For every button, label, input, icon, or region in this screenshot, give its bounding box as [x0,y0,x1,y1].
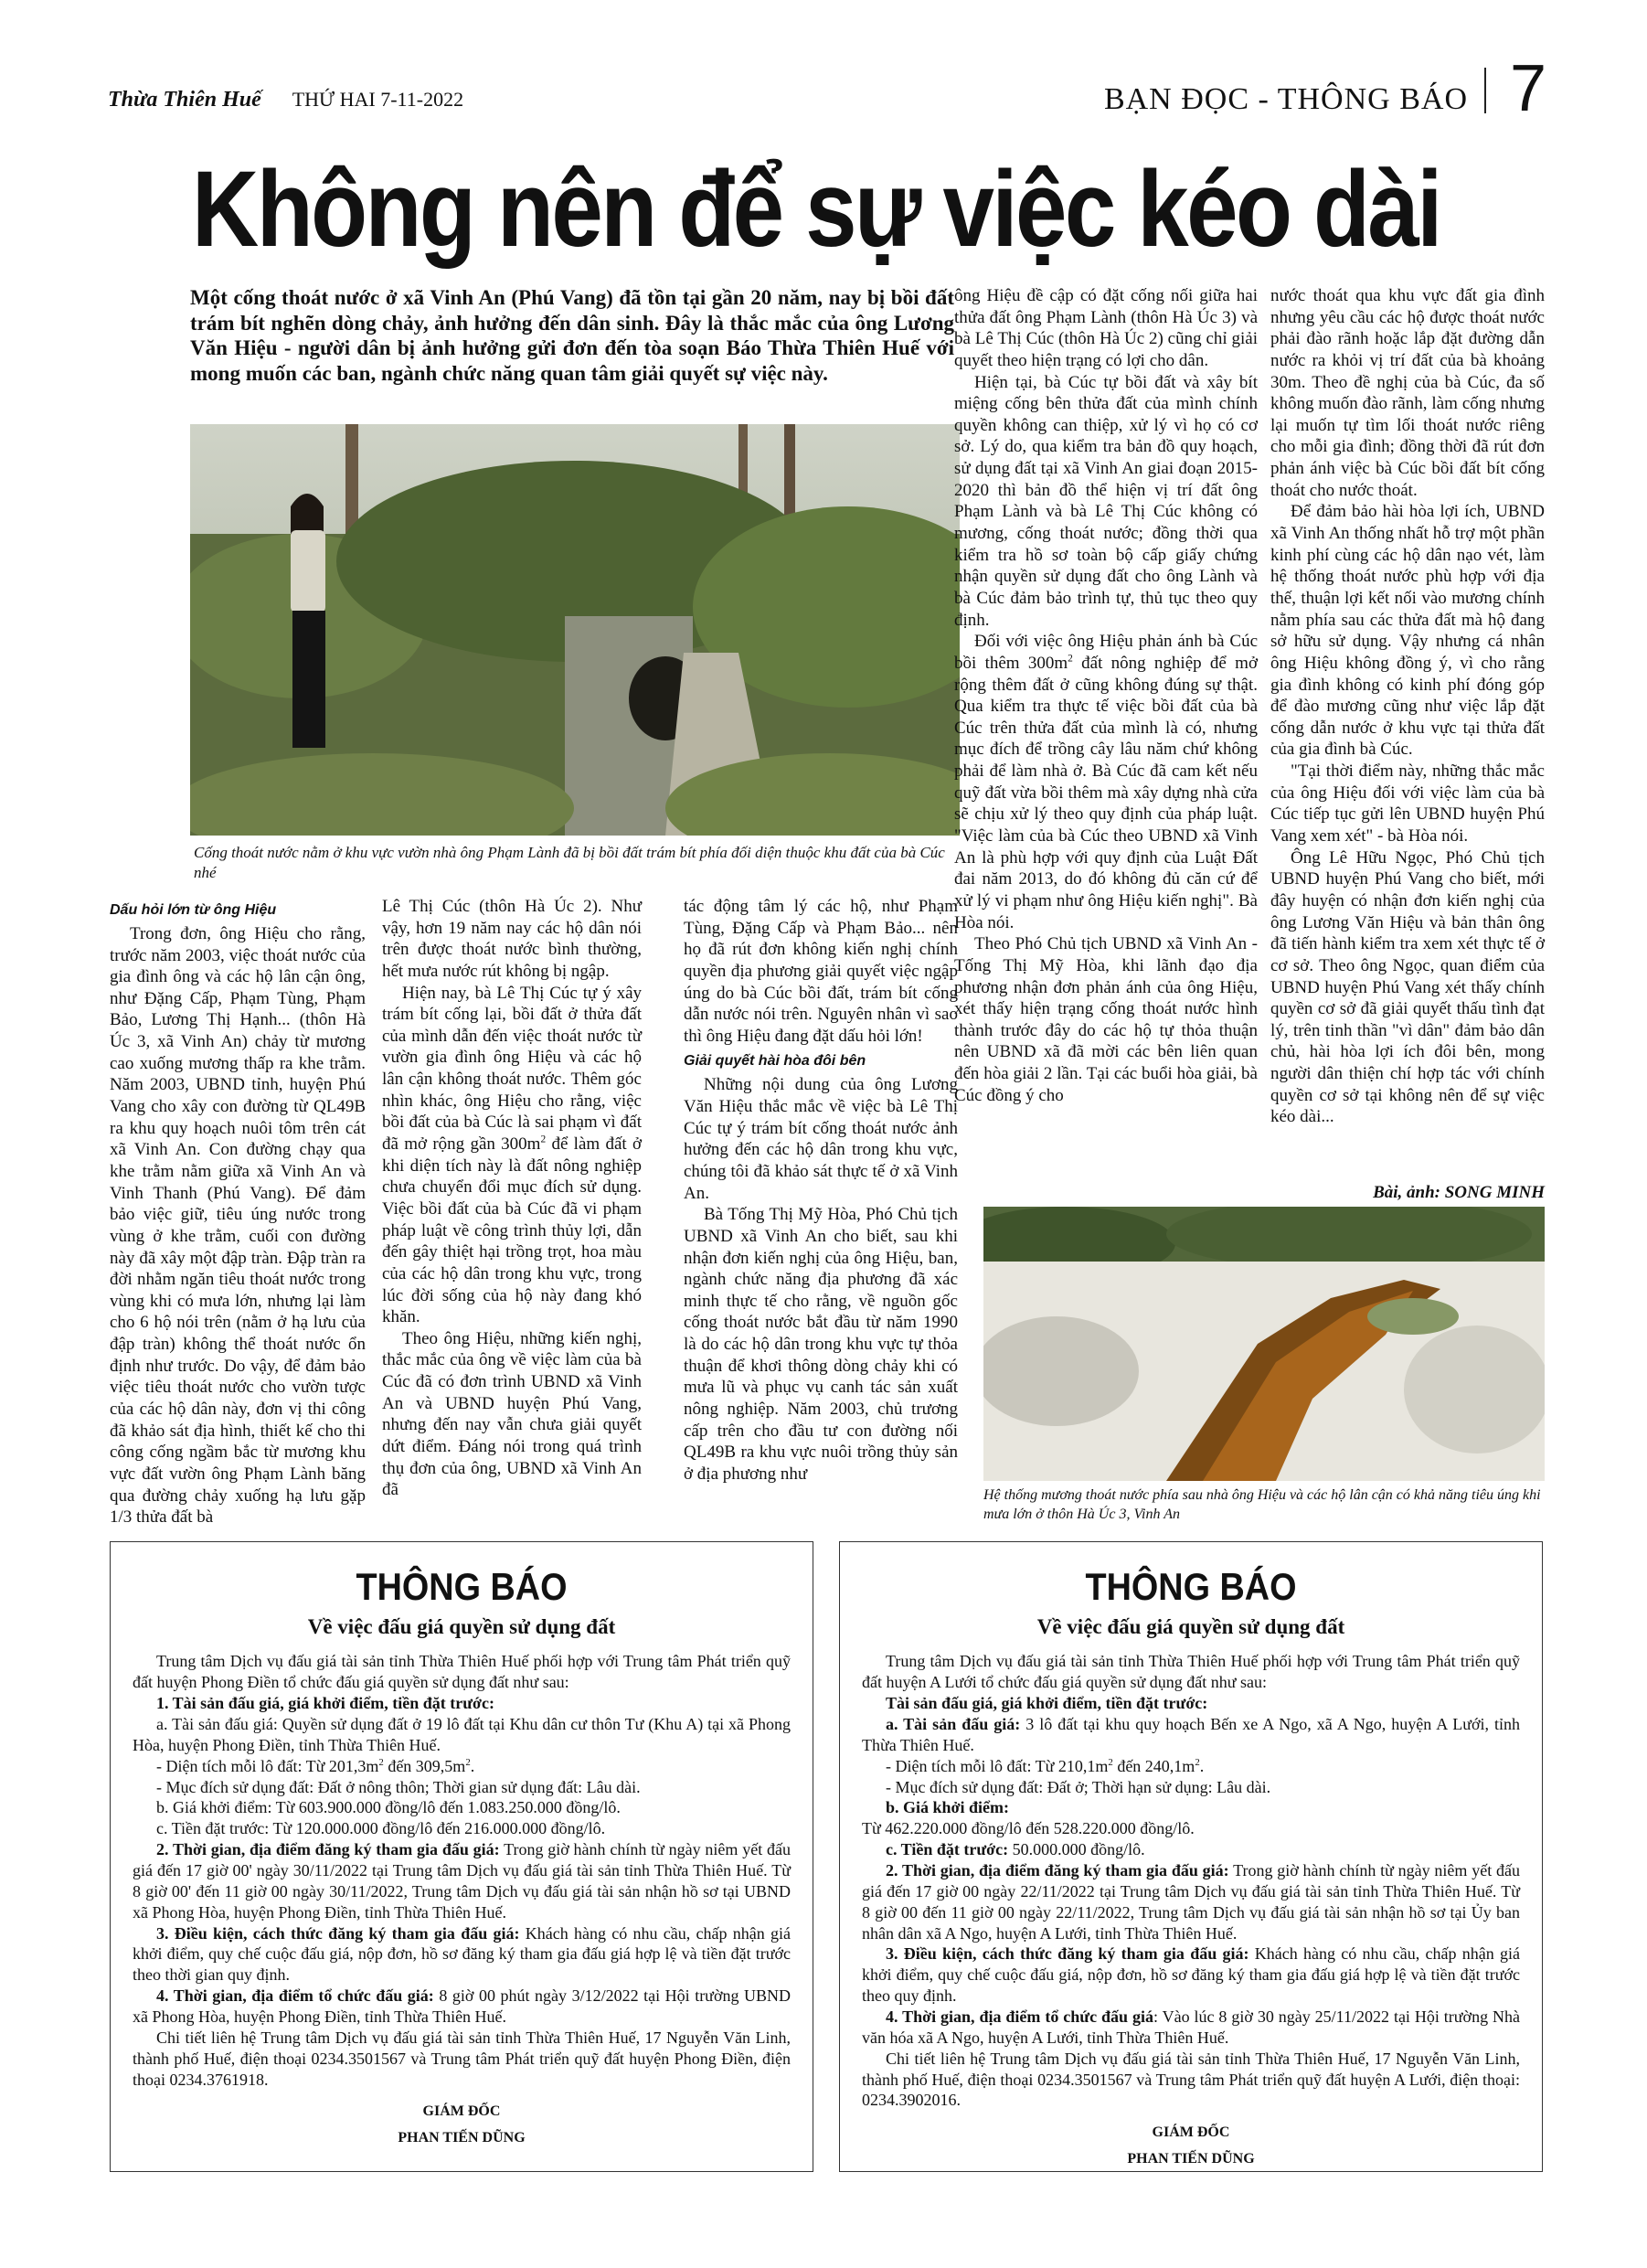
page-divider [1484,68,1486,113]
notice-section-heading [133,1693,791,1714]
notice-line [862,1714,1520,1756]
notice-line: a. Tài sản đấu giá: Quyền sử dụng đất ở 19 lô đất tại Khu dân cư thôn Tư (Khu A) tại xã Phong Hòa, huyện Phong Điền, tỉnh Thừa Thiên Huế. [133,1714,791,1754]
paragraph: Theo Phó Chủ tịch UBND xã Vinh An - Tống Thị Mỹ Hòa, khi lãnh đạo địa phương nhận đơn phản ánh của ông Hiệu, xét thấy hiện trạng cống thoát nước hình thành trước đây do các hộ tự thỏa thuận nên UBND xã đã mời các bên liên quan đến hòa giải 2 lần. Tại các buổi hòa giải, bà Cúc đồng ý cho [954,934,1258,1105]
notice-line: Từ 462.220.000 đồng/lô đến 528.220.000 đồng/lô. [862,1819,1195,1838]
section-heading-text: 4. Thời gian, địa điểm tổ chức đấu giá: [156,1986,434,2006]
section-heading-text: 4. Thời gian, địa điểm tổ chức đấu giá [886,2007,1153,2026]
photo-culvert-woman-image [190,424,960,836]
paragraph: Để đảm bảo hài hòa lợi ích, UBND xã Vinh An thống nhất hỗ trợ một phần kinh phí cùng các hộ dân nạo vét, làm hệ thống thoát nước phù hợp với địa thế, thuận lợi kết nối vào mương chính nằm phía sau các thửa đất mà hộ đang sở hữu sử dụng. Vậy nhưng cá nhân ông Hiệu không đồng ý, vì cho rằng gia đình không có kinh phí đóng góp để đào mương cũng như việc lắp đặt cống dẫn nước ở khu vực tại thửa đất của gia đình bà Cúc. [1270,502,1545,760]
notice-contact: Chi tiết liên hệ Trung tâm Dịch vụ đấu giá tài sản tỉnh Thừa Thiên Huế, 17 Nguyễn Văn Linh, thành phố Huế, điện thoại 0234.3501567 và Trung tâm Phát triển quỹ đất huyện Phong Điền, điện thoại 0234.3761918. [133,2028,791,2089]
paragraph: nước thoát qua khu vực đất gia đình nhưng yêu cầu các hộ được thoát nước phải đào rãnh hoặc lắp đặt đường dẫn nước ra khỏi vị trí đất của bà khoảng 30m. Theo đề nghị của bà Cúc, đa số không muốn đào rãnh, làm cống nhưng lại muốn tự tìm lối thoát nước riêng cho mỗi gia đình; đồng thời đã rút đơn phản ánh việc bà Cúc bồi đất bít cống thoát cho nước thoát. [1270,286,1545,500]
signature-title: GIÁM ĐỐC [422,2103,501,2120]
notice-intro: Trung tâm Dịch vụ đấu giá tài sản tỉnh Thừa Thiên Huế phối hợp với Trung tâm Phát triển quỹ đất huyện Phong Điền tổ chức đấu giá quyền sử dụng đất như sau: [133,1652,791,1692]
signature-title: GIÁM ĐỐC [1152,2124,1230,2141]
article-column-5 [1270,285,1545,1128]
notice-line [133,1986,791,2028]
notice-line [862,1797,1520,1818]
page-number: 7 [1510,52,1547,125]
section-heading-text: 2. Thời gian, địa điểm đăng ký tham gia đấu giá: [156,1840,500,1859]
section-heading-text: c. Tiền đặt trước: [886,1840,1009,1859]
notice-contact: Chi tiết liên hệ Trung tâm Dịch vụ đấu giá tài sản tỉnh Thừa Thiên Huế, 17 Nguyễn Văn Linh, thành phố Huế, điện thoại 0234.3501567 và Trung tâm Phát triển quỹ đất huyện A Lưới, điện thoại: 0234.3902016. [862,2049,1520,2110]
section-heading-text: 1. Tài sản đấu giá, giá khởi điểm, tiền đặt trước: [156,1694,494,1713]
subhead-question: Dấu hỏi lớn từ ông Hiệu [110,902,277,918]
article-lead: Một cống thoát nước ở xã Vinh An (Phú Vang) đã tồn tại gần 20 năm, nay bị bồi đất trám bít nghẽn dòng chảy, ảnh hưởng đến dân sinh. Đây là thắc mắc của ông Lương Văn Hiệu - người dân bị ảnh hưởng gửi đơn đến tòa soạn Báo Thừa Thiên Huế với mong muốn các ban, ngành chức năng quan tâm giải quyết sự việc này. [190,286,954,385]
signature-name: PHAN TIẾN DŨNG [398,2129,526,2146]
section-body: 50.000.000 đồng/lô. [1012,1840,1145,1859]
paragraph: Hiện nay, bà Lê Thị Cúc tự ý xây trám bít cống lại, bồi đất ở thửa đất của mình dẫn đến việc thoát nước từ vườn gia đình ông Hiệu và các hộ lân cận không thoát nước. Thêm góc nhìn khác, ông Hiệu cho rằng, việc bồi đất của bà Cúc là sai phạm vì đất đã mở rộng gần $300m^2$ để làm đất ở khi diện tích này là đất nông nghiệp chưa chuyển đổi mục đích sử dụng. Việc bồi đất của bà Cúc đã vi phạm pháp luật về công trình thủy lợi, dẫn đến gây thiệt hại trồng trọt, hoa màu của các hộ dân trong khu vực, trong lúc đời sống của hộ này đang khó khăn. [382,983,642,1327]
notice-line [133,1923,791,1986]
notice-line: b. Giá khởi điểm: Từ 603.900.000 đồng/lô đến 1.083.250.000 đồng/lô. [156,1798,621,1817]
paragraph: ông Hiệu đề cập có đặt cống nối giữa hai thửa đất ông Phạm Lành (thôn Hà Úc 3) và bà Lê Thị Cúc (thôn Hà Úc 2) cũng chỉ giải quyết theo hiện trạng có lợi cho dân. [954,286,1258,370]
paragraph: Trong đơn, ông Hiệu cho rằng, trước năm 2003, việc thoát nước của gia đình ông và các hộ lân cận ông, như Đặng Cấp, Phạm Tùng, Phạm Bảo, Lương Thị Hạnh... (thôn Hà Úc 3, xã Vinh An) chảy từ mương cao xuống mương thấp ra khe trằm. Năm 2003, UBND tỉnh, huyện Phú Vang cho xây con đường từ QL49B ra khu quy hoạch nuôi tôm trên cát xã Vinh An. Con đường chạy qua khe trằm nằm giữa xã Vinh An và Vinh Thanh (Phú Vang). Để đảm bảo việc giữ, tiêu úng nước trong vùng ở khe trằm, cuối con đường này đã xây một đập tràn. Đập tràn ra đời nhằm ngăn tiêu thoát nước trong vùng khi có mưa lớn, nhưng lại làm cho 6 hộ nói trên (nằm ở hạ lưu của đập tràn) không thể thoát nước ổn định như trước. Do vậy, để đảm bảo việc tiêu thoát nước cho vườn tược của các hộ dân này, đơn vị thi công đã khảo sát địa hình, thiết kế cho thi công cống ngầm bắc từ mương khu vực đất vườn ông Phạm Lành băng qua đường chảy xuống hạ lưu gặp 1/3 thửa đất bà [110,923,366,1528]
paragraph: Bà Tống Thị Mỹ Hòa, Phó Chủ tịch UBND xã Vinh An cho biết, sau khi nhận đơn kiến nghị của ông Hiệu, ban, ngành chức năng địa phương đã xác minh thực tế cho rằng, về nguồn gốc cống thoát nước bắt đầu từ năm 1990 là do các hộ dân trong khu vực tự thỏa thuận để khơi thông dòng chảy khi có mưa lũ và phục vụ canh tác sản xuất nông nghiệp. Năm 2003, chủ trương cấp trên cho đầu tư con đường nối QL49B ra khu vực nuôi trồng thủy sản ở địa phương như [684,1205,958,1484]
notice-title: THÔNG BÁO [356,1565,568,1608]
paragraph: tác động tâm lý các hộ, như Phạm Tùng, Đặng Cấp và Phạm Bảo... nên họ đã rút đơn không kiến nghị chính quyền địa phương giải quyết việc ngập úng do bà Cúc bồi đất, trám bít cống dẫn nước nói trên. Nguyên nhân vì sao thì ông Hiệu đang đặt dấu hỏi lớn! [684,897,958,1046]
article-column-2 [382,896,642,1501]
section-heading-text: 2. Thời gian, địa điểm đăng ký tham gia đấu giá: [886,1860,1229,1879]
notice-line: - Mục đích sử dụng đất: Đất ở nông thôn; Thời gian sử dụng đất: Lâu dài. [156,1777,641,1796]
paragraph: Theo ông Hiệu, những kiến nghị, thắc mắc của ông về việc làm của bà Cúc đã có đơn trình UBND xã Vinh An và UBND huyện Phú Vang, nhưng đến nay vẫn chưa giải quyết dứt điểm. Đáng nói trong quá trình thụ đơn của ông, UBND xã Vinh An đã [382,1328,642,1500]
section-body: 3 lô đất tại khu quy hoạch Bến xe A Ngo, xã A Ngo, huyện A Lưới, tỉnh Thừa Thiên Huế. [862,1714,1521,1754]
headline: Không nên để sự việc kéo dài [192,149,1440,270]
paper-name: Thừa Thiên Huế [108,88,261,112]
notice-subtitle: Về việc đấu giá quyền sử dụng đất [1036,1615,1345,1639]
auction-notice-a-luoi [839,1541,1543,2172]
article-column-4 [954,285,1258,1106]
masthead [108,88,463,112]
notice-line [862,1839,1520,1860]
section-body: Khách hàng có nhu cầu, chấp nhận giá khởi điểm, quy chế cuộc đấu giá, nộp đơn, hồ sơ đăng ký tham gia đấu giá hợp lệ và tiền đặt trước theo thời gian quy định. [133,1923,791,1985]
auction-notice-phong-dien [110,1541,813,2172]
section-heading-text: 3. Điều kiện, cách thức đăng ký tham gia đấu giá: [156,1923,520,1943]
notice-line [133,1839,791,1922]
notice-line [862,2007,1520,2049]
paragraph: Những nội dung của ông Lương Văn Hiệu thắc mắc về việc bà Lê Thị Cúc tự ý trám bít cống thoát nước ảnh hưởng đến các hộ dân trong khu vực, chúng tôi đã khảo sát thực tế ở xã Vinh An. [684,1075,958,1203]
section-body: Trong giờ hành chính từ ngày niêm yết đấu giá đến 17 giờ 00 ngày 22/11/2022 tại Trung tâm Dịch vụ đấu giá tài sản tỉnh Thừa Thiên Huế. Từ 8 giờ 00 đến 11 giờ 00 ngày 22/11/2022, Trung tâm Dịch vụ đấu giá tài sản nhận hồ sơ tại Ủy ban nhân dân xã A Ngo, huyện A Lưới, tỉnh Thừa Thiên Huế. [862,1860,1520,1943]
section-heading-text: Tài sản đấu giá, giá khởi điểm, tiền đặt trước: [886,1694,1208,1713]
section-title: BẠN ĐỌC - THÔNG BÁO [1103,82,1468,116]
paragraph: Đối với việc ông Hiệu phản ánh bà Cúc bồi thêm $300m^2$ đất nông nghiệp để mở rộng thêm đất ở cũng không đúng sự thật. Qua kiểm tra thực tế việc bồi đất của bà Cúc trên thửa đất của mình là có, nhưng mục đích để trồng cây lâu năm chứ không phải để làm nhà ở. Bà Cúc đã cam kết nếu quỹ đất vừa bồi thêm mà xây dựng nhà cửa sẽ chịu xử lý theo quy định của pháp luật. "Việc làm của bà Cúc theo UBND xã Vinh An là phù hợp với quy định của Luật Đất đai năm 2013, do đó không đủ căn cứ để xử lý vi phạm như ông Hiệu kiến nghị". Bà Hòa nói. [954,632,1258,932]
paragraph: Lê Thị Cúc (thôn Hà Úc 2). Như vậy, hơn 19 năm nay các hộ dân nói trên được thoát nước bình thường, hết mưa nước rút không bị ngập. [382,897,642,981]
section-body: Khách hàng có nhu cầu, chấp nhận giá khởi điểm, quy chế cuộc đấu giá, nộp đơn, hồ sơ đăng ký tham gia đấu giá hợp lệ và tiền đặt trước theo quy định. [862,1944,1520,2006]
notice-intro: Trung tâm Dịch vụ đấu giá tài sản tỉnh Thừa Thiên Huế phối hợp với Trung tâm Phát triển quỹ đất huyện A Lưới tổ chức đấu giá quyền sử dụng đất như sau: [862,1652,1520,1692]
article-column-3 [684,896,958,1485]
photo2-caption: Hệ thống mương thoát nước phía sau nhà ông Hiệu và các hộ lân cận có khả năng tiêu úng khi mưa lớn ở thôn Hà Úc 3, Vinh An [983,1487,1541,1522]
photo-drainage-canal [983,1207,1545,1481]
photo1-caption: Cống thoát nước nằm ở khu vực vườn nhà ông Phạm Lành đã bị bồi đất trám bít phía đối diện thuộc khu đất của bà Cúc nhé [194,844,945,882]
subhead-resolution: Giải quyết hài hòa đôi bên [684,1053,866,1070]
notice-subtitle: Về việc đấu giá quyền sử dụng đất [307,1615,616,1639]
notice-line: - Diện tích mỗi lô đất: Từ $201,3m^2$ đến $309,5m^2$. [156,1756,475,1775]
photo-culvert-woman [190,424,960,836]
section-heading-text: a. Tài sản đấu giá: [886,1714,1021,1733]
notice-line [862,1943,1520,2007]
notice-line: - Diện tích mỗi lô đất: Từ $210,1m^2$ đến $240,1m^2$. [886,1756,1205,1775]
paragraph: Ông Lê Hữu Ngọc, Phó Chủ tịch UBND huyện Phú Vang cho biết, mới đây huyện có nhận đơn kiến nghị của ông Lương Văn Hiệu và bản thân ông đã tiến hành kiểm tra xem xét thực tế ở cơ sở. Theo ông Ngọc, quan điểm của UBND huyện Phú Vang xét thấy chính quyền cơ sở đã giải quyết thấu tình đạt lý, trên tinh thần "vì dân" đảm bảo dân chủ, hài hòa lợi ích đôi bên, mong người dân thiện chí hợp tác với chính quyền cơ sở tại không nên để sự việc kéo dài... [1270,847,1545,1127]
section-heading-text: 3. Điều kiện, cách thức đăng ký tham gia đấu giá: [886,1944,1249,1964]
byline: Bài, ảnh: SONG MINH [1373,1183,1545,1202]
section-body: 8 giờ 00 phút ngày 3/12/2022 tại Hội trường UBND xã Phong Hòa, huyện Phong Điền, tỉnh Thừa Thiên Huế. [133,1986,792,2026]
notice-section-heading [862,1693,1520,1714]
section-heading-text: b. Giá khởi điểm: [886,1798,1009,1817]
photo-drainage-canal-image [983,1207,1545,1481]
section-body: : Vào lúc 8 giờ 30 ngày 25/11/2022 tại Hội trường Nhà văn hóa xã A Ngo, huyện A Lưới, tỉnh Thừa Thiên Huế. [862,2007,1520,2047]
paragraph: Hiện tại, bà Cúc tự bồi đất và xây bít miệng cống bên thửa đất của mình chính quyền không can thiệp, xử lý vì họ có cơ sở. Lý do, qua kiểm tra bản đồ quy hoạch, sử dụng đất tại xã Vinh An giai đoạn 2015-2020 thì bản đồ thể hiện vị trí đất ông Phạm Lành và bà Lê Thị Cúc không có mương, cống thoát nước; đồng thời qua kiểm tra hồ sơ toàn bộ cấp giấy chứng nhận quyền sử dụng đất cho ông Lành và bà Cúc đảm bảo trình tự, thủ tục theo quy định. [954,372,1258,630]
article-column-1 [110,896,366,1528]
notice-line: c. Tiền đặt trước: Từ 120.000.000 đồng/lô đến 216.000.000 đồng/lô. [156,1819,606,1838]
section-body: Trong giờ hành chính từ ngày niêm yết đấu giá đến 17 giờ 00' ngày 30/11/2022 tại Trung tâm Dịch vụ đấu giá tài sản tỉnh Thừa Thiên Huế. Từ 8 giờ 00' đến 11 giờ 00 ngày 30/11/2022, Trung tâm Dịch vụ đấu giá tài sản nhận hồ sơ tại UBND xã Phong Hòa, huyện Phong Điền, tỉnh Thừa Thiên Huế. [133,1840,791,1922]
signature-name: PHAN TIẾN DŨNG [1127,2150,1255,2167]
notice-title: THÔNG BÁO [1085,1565,1297,1608]
notice-line [862,1860,1520,1943]
issue-date: THỨ HAI 7-11-2022 [292,88,464,111]
notice-line: - Mục đích sử dụng đất: Đất ở; Thời hạn sử dụng: Lâu dài. [886,1777,1271,1796]
paragraph: "Tại thời điểm này, những thắc mắc của ông Hiệu đối với việc làm của bà Cúc tiếp tục gửi lên UBND huyện Phú Vang xem xét" - bà Hòa nói. [1270,761,1545,847]
